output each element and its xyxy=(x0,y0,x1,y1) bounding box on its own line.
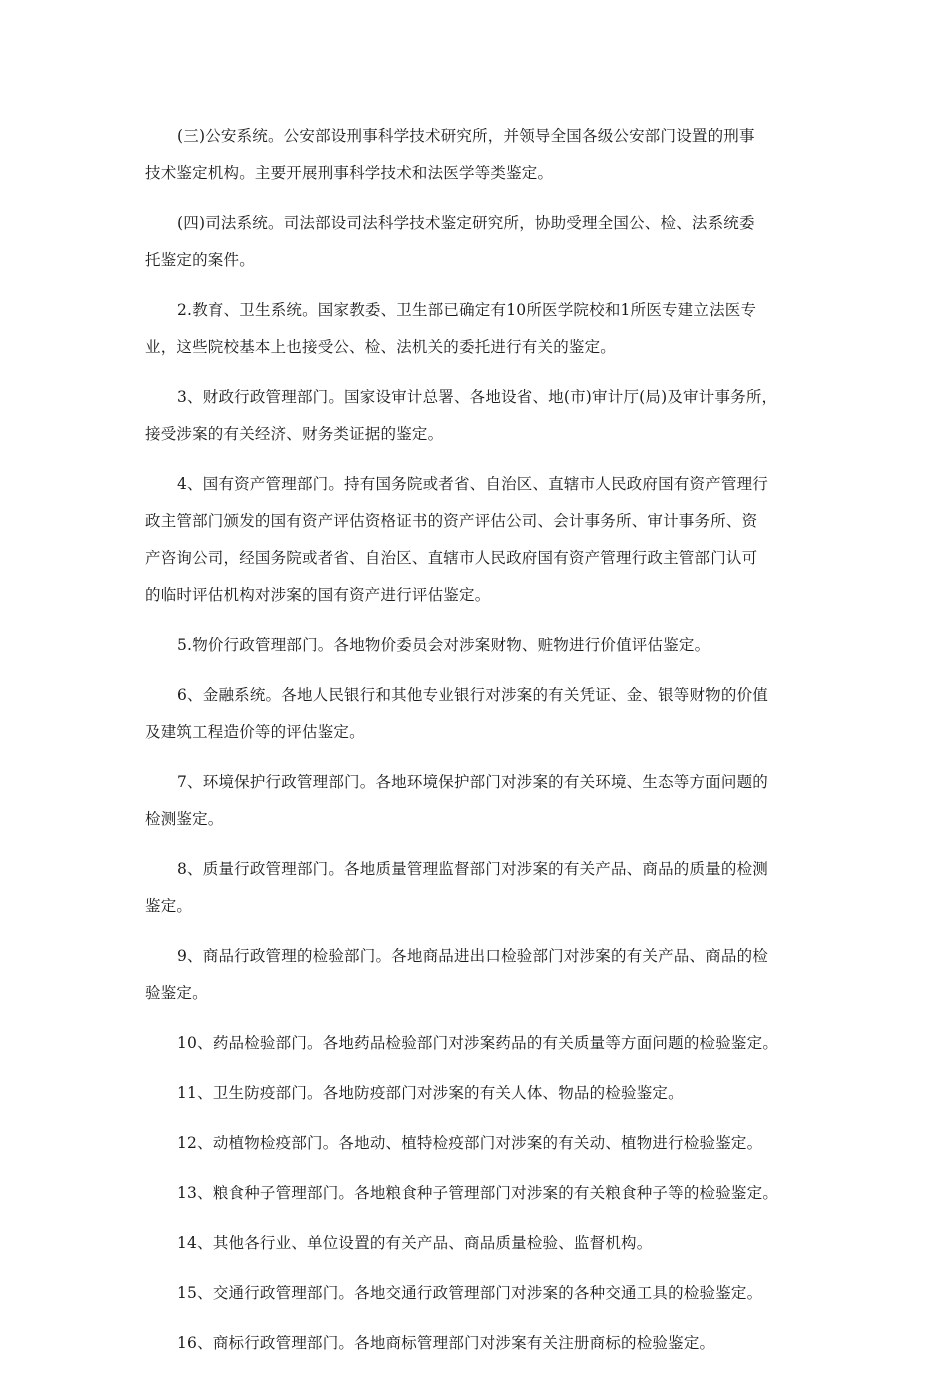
text-line: 8、质量行政管理部门。各地质量管理监督部门对涉案的有关产品、商品的质量的检测 xyxy=(177,860,768,878)
paragraph-transportation xyxy=(145,1275,817,1312)
text-line: 12、动植物检疫部门。各地动、植特检疫部门对涉案的有关动、植物进行检验鉴定。 xyxy=(177,1134,763,1152)
paragraph-epidemic-prevention xyxy=(145,1075,817,1112)
text-line: 产咨询公司，经国务院或者省、自治区、直辖市人民政府国有资产管理行政主管部门认可 xyxy=(145,549,758,567)
text-line: 2.教育、卫生系统。国家教委、卫生部已确定有10所医学院校和1所医专建立法医专 xyxy=(177,301,757,319)
text-line: 11、卫生防疫部门。各地防疫部门对涉案的有关人体、物品的检验鉴定。 xyxy=(177,1084,684,1102)
paragraph-quality xyxy=(145,851,817,925)
document-body xyxy=(145,118,817,1375)
paragraph-education-health xyxy=(145,292,817,366)
paragraph-grain-seed xyxy=(145,1175,817,1212)
text-line: (四)司法系统。司法部设司法科学技术鉴定研究所，协助受理全国公、检、法系统委 xyxy=(177,214,755,232)
text-line: 接受涉案的有关经济、财务类证据的鉴定。 xyxy=(145,425,444,443)
paragraph-environment xyxy=(145,764,817,838)
text-line: 验鉴定。 xyxy=(145,984,208,1002)
text-line: 业，这些院校基本上也接受公、检、法机关的委托进行有关的鉴定。 xyxy=(145,338,617,356)
paragraph-commodity-inspection xyxy=(145,938,817,1012)
text-line: 及建筑工程造价等的评估鉴定。 xyxy=(145,723,365,741)
text-line: (三)公安系统。公安部设刑事科学技术研究所，并领导全国各级公安部门设置的刑事 xyxy=(177,127,755,145)
text-line: 10、药品检验部门。各地药品检验部门对涉案药品的有关质量等方面问题的检验鉴定。 xyxy=(177,1034,779,1052)
text-line: 9、商品行政管理的检验部门。各地商品进出口检验部门对涉案的有关产品、商品的检 xyxy=(177,947,768,965)
text-line: 托鉴定的案件。 xyxy=(145,251,255,269)
text-line: 技术鉴定机构。主要开展刑事科学技术和法医学等类鉴定。 xyxy=(145,164,554,182)
paragraph-banking xyxy=(145,677,817,751)
paragraph-judicial xyxy=(145,205,817,279)
text-line: 的临时评估机构对涉案的国有资产进行评估鉴定。 xyxy=(145,586,491,604)
paragraph-drug-inspection xyxy=(145,1025,817,1062)
text-line: 13、粮食种子管理部门。各地粮食种子管理部门对涉案的有关粮食种子等的检验鉴定。 xyxy=(177,1184,779,1202)
text-line: 鉴定。 xyxy=(145,897,193,915)
text-line: 政主管部门颁发的国有资产评估资格证书的资产评估公司、会计事务所、审计事务所、资 xyxy=(145,512,758,530)
paragraph-public-security xyxy=(145,118,817,192)
text-line: 3、财政行政管理部门。国家设审计总署、各地设省、地(市)审计厅(局)及审计事务所， xyxy=(177,388,778,406)
text-line: 4、国有资产管理部门。持有国务院或者省、自治区、直辖市人民政府国有资产管理行 xyxy=(177,475,768,493)
paragraph-other-industries xyxy=(145,1225,817,1262)
paragraph-quarantine xyxy=(145,1125,817,1162)
text-line: 7、环境保护行政管理部门。各地环境保护部门对涉案的有关环境、生态等方面问题的 xyxy=(177,773,768,791)
text-line: 16、商标行政管理部门。各地商标管理部门对涉案有关注册商标的检验鉴定。 xyxy=(177,1334,716,1352)
text-line: 15、交通行政管理部门。各地交通行政管理部门对涉案的各种交通工具的检验鉴定。 xyxy=(177,1284,763,1302)
paragraph-state-assets xyxy=(145,466,817,614)
paragraph-price xyxy=(145,627,817,664)
text-line: 检测鉴定。 xyxy=(145,810,224,828)
paragraph-finance xyxy=(145,379,817,453)
text-line: 6、金融系统。各地人民银行和其他专业银行对涉案的有关凭证、金、银等财物的价值 xyxy=(177,686,768,704)
text-line: 5.物价行政管理部门。各地物价委员会对涉案财物、赃物进行价值评估鉴定。 xyxy=(177,636,711,654)
text-line: 14、其他各行业、单位设置的有关产品、商品质量检验、监督机构。 xyxy=(177,1234,653,1252)
